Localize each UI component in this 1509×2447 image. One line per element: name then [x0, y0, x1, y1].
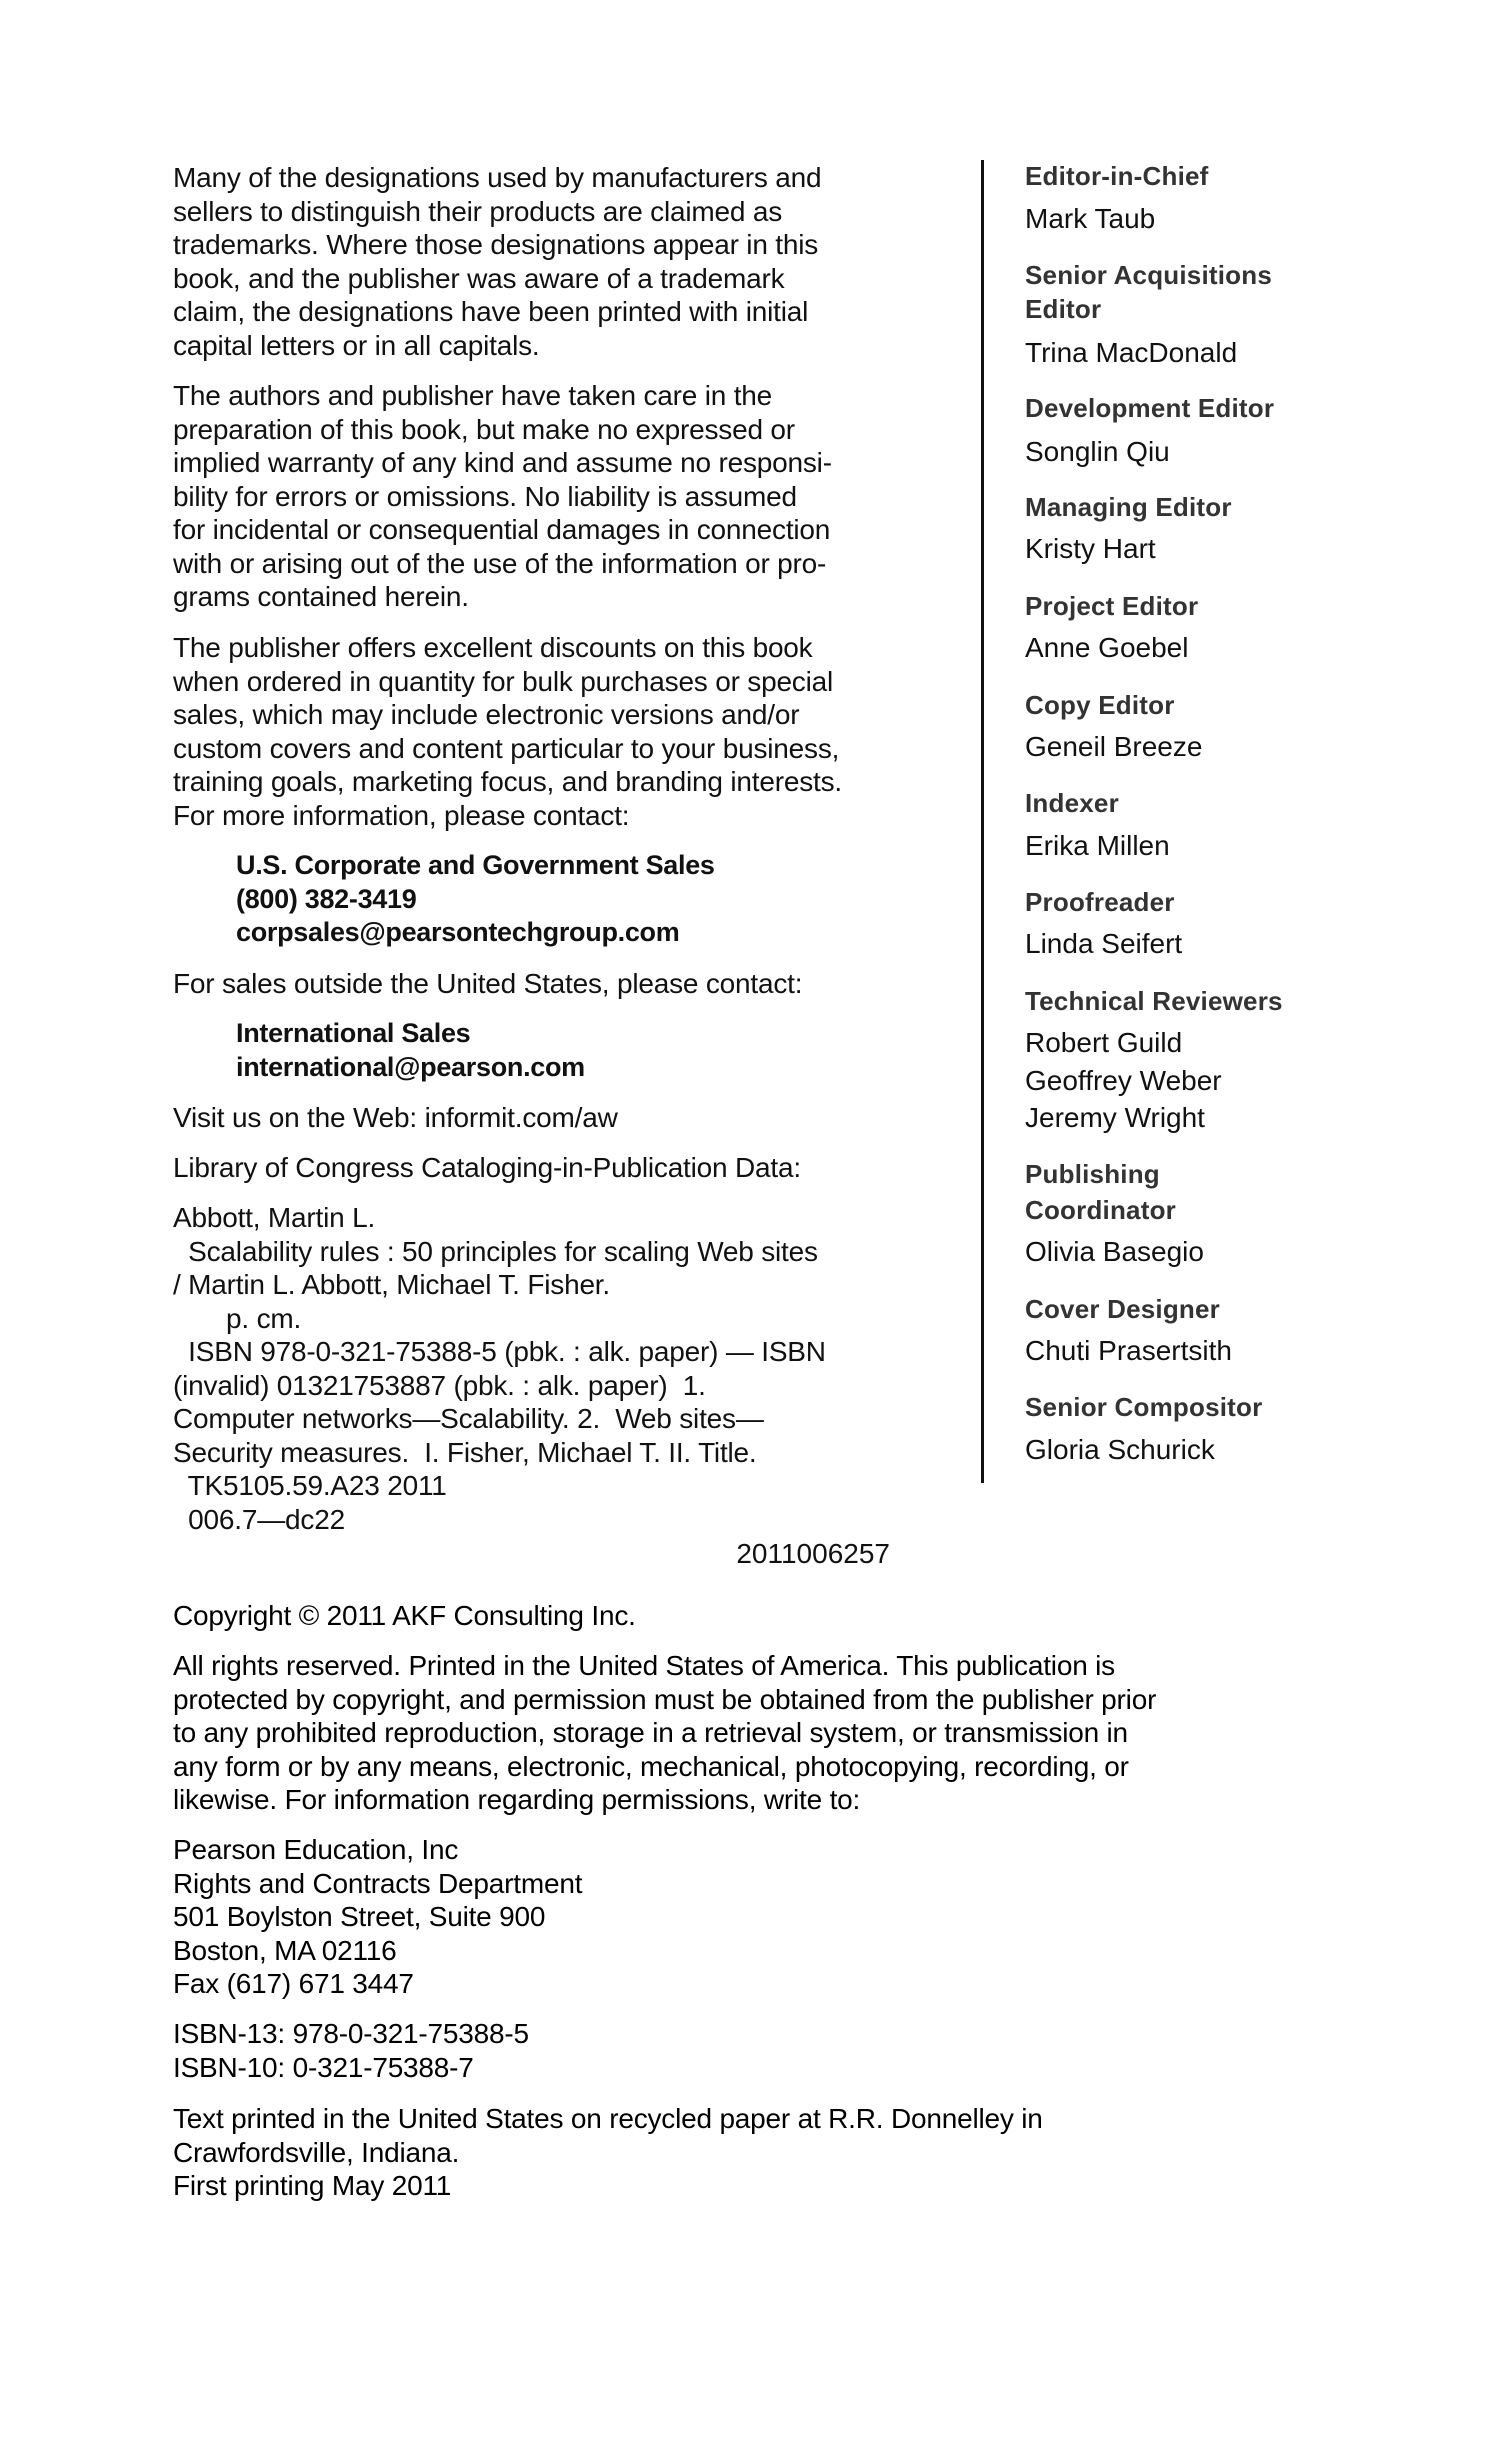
- text-line: Security measures. I. Fisher, Michael T. II. Title.: [173, 1436, 757, 1468]
- credit-name: Trina MacDonald: [1025, 337, 1238, 368]
- text-line: 501 Boylston Street, Suite 900: [173, 1901, 546, 1932]
- text-line: capital letters or in all capitals.: [173, 329, 540, 361]
- text-line: Boston, MA 02116: [173, 1934, 397, 1966]
- credit-role: Development Editor: [1025, 393, 1275, 423]
- text-line: grams contained herein.: [173, 581, 469, 612]
- text-line: trademarks. Where those designations appear in this: [173, 229, 819, 260]
- text-line: For more information, please contact:: [173, 799, 630, 831]
- text-line: likewise. For information regarding permissions, write to:: [173, 1784, 861, 1816]
- credit-name: Linda Seifert: [1025, 928, 1183, 959]
- credit-name: Erika Millen: [1025, 830, 1170, 861]
- credit-name: Olivia Basegio: [1025, 1236, 1204, 1267]
- text-line: 006.7—dc22: [173, 1503, 345, 1535]
- text-line: U.S. Corporate and Government Sales: [236, 850, 715, 880]
- credit-name: Geoffrey Weber: [1025, 1065, 1222, 1096]
- text-line: training goals, marketing focus, and branding interests.: [173, 766, 842, 797]
- text-line: (800) 382-3419: [236, 883, 417, 914]
- text-line: with or arising out of the use of the information or pro-: [173, 547, 827, 579]
- text-line: Abbott, Martin L.: [173, 1202, 376, 1233]
- text-line: Crawfordsville, Indiana.: [173, 2136, 460, 2168]
- credit-role: Copy Editor: [1025, 690, 1175, 720]
- text-line: / Martin L. Abbott, Michael T. Fisher.: [173, 1269, 610, 1300]
- text-line: Pearson Education, Inc: [173, 1834, 459, 1865]
- cip-heading: [173, 1151, 801, 1185]
- credit-role: Technical Reviewers: [1025, 986, 1283, 1016]
- discount-notice: [173, 631, 842, 832]
- text-line: The publisher offers excellent discounts on this book: [173, 632, 813, 663]
- credit-name: Geneil Breeze: [1025, 731, 1203, 762]
- text-line: International Sales: [236, 1018, 471, 1048]
- web-address: [173, 1101, 618, 1135]
- liability-notice: [173, 379, 832, 614]
- text-line: Library of Congress Cataloging-in-Publication Data:: [173, 1152, 801, 1183]
- text-line: ISBN-13: 978-0-321-75388-5: [173, 2018, 529, 2049]
- text-line: book, and the publisher was aware of a trademark: [173, 262, 785, 294]
- text-line: Visit us on the Web: informit.com/aw: [173, 1102, 618, 1133]
- text-line: claim, the designations have been printed with initial: [173, 296, 809, 327]
- credit-name: Chuti Prasertsith: [1025, 1335, 1232, 1366]
- text-line: when ordered in quantity for bulk purchases or special: [173, 665, 834, 697]
- text-line: preparation of this book, but make no expressed or: [173, 413, 795, 445]
- isbn-block: [173, 2017, 529, 2084]
- credit-name: Anne Goebel: [1025, 632, 1189, 663]
- text-line: custom covers and content particular to your business,: [173, 732, 840, 764]
- credit-role: Indexer: [1025, 788, 1119, 818]
- text-line: sellers to distinguish their products are claimed as: [173, 195, 783, 227]
- credit-role: Editor-in-Chief: [1025, 161, 1209, 191]
- text-line: p. cm.: [173, 1302, 302, 1334]
- international-sales-contact: [236, 1017, 585, 1084]
- copyright-line: [173, 1599, 636, 1633]
- credit-role: Editor: [1025, 294, 1102, 324]
- trademark-notice: [173, 161, 821, 362]
- credit-name: Gloria Schurick: [1025, 1434, 1215, 1465]
- cip-record: [173, 1201, 826, 1536]
- credit-name: Jeremy Wright: [1025, 1102, 1205, 1133]
- text-line: The authors and publisher have taken care in the: [173, 380, 773, 411]
- text-line: Scalability rules : 50 principles for scaling Web sites: [173, 1235, 818, 1267]
- text-line: ISBN-10: 0-321-75388-7: [173, 2051, 474, 2083]
- credit-role: Senior Acquisitions: [1025, 260, 1272, 290]
- credit-role: Publishing: [1025, 1159, 1160, 1189]
- text-line: (invalid) 01321753887 (pbk. : alk. paper) 1.: [173, 1369, 706, 1401]
- credit-role: Project Editor: [1025, 591, 1199, 621]
- credit-name: Songlin Qiu: [1025, 436, 1170, 467]
- text-line: to any prohibited reproduction, storage in a retrieval system, or transmission in: [173, 1717, 1128, 1749]
- text-line: any form or by any means, electronic, mechanical, photocopying, recording, or: [173, 1750, 1129, 1782]
- credit-name: Kristy Hart: [1025, 533, 1156, 564]
- text-line: implied warranty of any kind and assume no responsi-: [173, 447, 832, 478]
- credit-role: Cover Designer: [1025, 1294, 1220, 1324]
- text-line: Computer networks—Scalability. 2. Web sites—: [173, 1403, 764, 1434]
- us-sales-contact: [236, 849, 715, 950]
- lccn-number: 2011006257: [736, 1538, 890, 1569]
- text-line: All rights reserved. Printed in the United States of America. This publication is: [173, 1650, 1115, 1681]
- rights-notice: [173, 1649, 1156, 1817]
- text-line: international@pearson.com: [236, 1051, 585, 1082]
- text-line: protected by copyright, and permission must be obtained from the publisher prior: [173, 1683, 1157, 1715]
- outside-us-notice: [173, 967, 802, 1001]
- publisher-address: [173, 1833, 582, 2001]
- text-line: Copyright © 2011 AKF Consulting Inc.: [173, 1600, 636, 1631]
- text-line: Fax (617) 671 3447: [173, 1968, 414, 1999]
- text-line: ISBN 978-0-321-75388-5 (pbk. : alk. paper) — ISBN: [173, 1336, 826, 1367]
- text-line: Many of the designations used by manufacturers and: [173, 162, 822, 193]
- credit-role: Coordinator: [1025, 1195, 1176, 1225]
- credit-role: Managing Editor: [1025, 492, 1232, 522]
- text-line: Rights and Contracts Department: [173, 1867, 583, 1899]
- text-line: corpsales@pearsontechgroup.com: [236, 917, 680, 947]
- text-line: for incidental or consequential damages in connection: [173, 514, 831, 545]
- printing-info: [173, 2102, 1043, 2203]
- text-line: bility for errors or omissions. No liability is assumed: [173, 480, 797, 512]
- text-line: For sales outside the United States, please contact:: [173, 968, 803, 999]
- credit-role: Senior Compositor: [1025, 1392, 1263, 1422]
- text-line: sales, which may include electronic versions and/or: [173, 699, 800, 730]
- credit-role: Proofreader: [1025, 887, 1175, 917]
- credit-name: Mark Taub: [1025, 203, 1156, 234]
- column-divider: [981, 160, 984, 1483]
- text-line: Text printed in the United States on recycled paper at R.R. Donnelley in: [173, 2103, 1043, 2134]
- text-line: First printing May 2011: [173, 2170, 452, 2201]
- text-line: TK5105.59.A23 2011: [173, 1470, 447, 1501]
- credit-name: Robert Guild: [1025, 1027, 1183, 1058]
